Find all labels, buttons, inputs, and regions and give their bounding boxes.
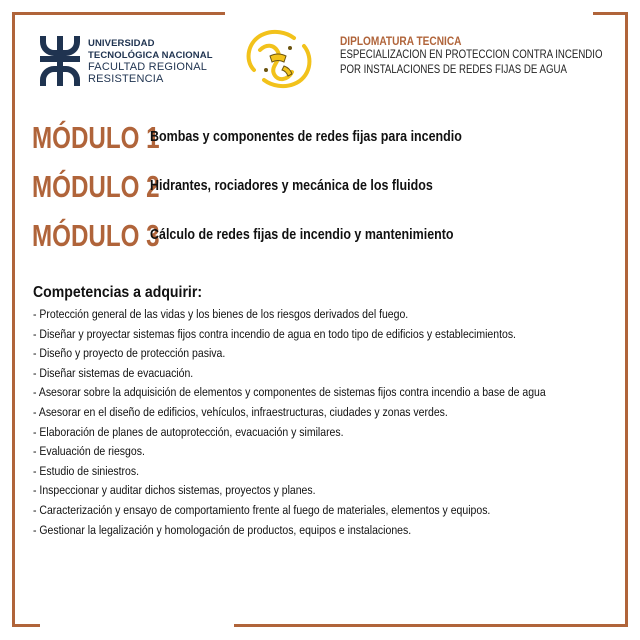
module-2 bbox=[32, 169, 433, 204]
frame-border-top-right bbox=[593, 12, 628, 15]
competencia-item: - Diseñar sistemas de evacuación. bbox=[33, 365, 194, 380]
utn-institution-name bbox=[88, 38, 213, 85]
utn-line-1: UNIVERSIDAD bbox=[88, 38, 155, 49]
firefighter-emblem-icon bbox=[240, 26, 318, 92]
frame-border-bottom-left bbox=[12, 624, 40, 627]
program-subtitle-line-2: POR INSTALACIONES DE REDES FIJAS DE AGUA bbox=[340, 64, 567, 76]
competencia-item: - Evaluación de riesgos. bbox=[33, 444, 145, 459]
module-1-label: MÓDULO 1 bbox=[32, 120, 160, 155]
utn-line-2: TECNOLÓGICA NACIONAL bbox=[88, 49, 213, 61]
module-2-description: Hidrantes, rociadores y mecánica de los fluidos bbox=[150, 178, 433, 194]
module-2-label: MÓDULO 2 bbox=[32, 169, 160, 204]
frame-border-bottom-right bbox=[234, 624, 628, 627]
utn-line-4: RESISTENCIA bbox=[88, 73, 164, 85]
competencia-item: - Inspeccionar y auditar dichos sistemas, proyectos y planes. bbox=[33, 483, 316, 498]
utn-logo-icon bbox=[40, 36, 80, 86]
program-title: DIPLOMATURA TECNICA bbox=[340, 36, 462, 48]
module-3 bbox=[32, 218, 454, 253]
competencia-item: - Protección general de las vidas y los bienes de los riesgos derivados del fuego. bbox=[33, 307, 409, 321]
frame-border-left bbox=[12, 12, 15, 627]
competencias-list bbox=[33, 305, 629, 540]
competencia-item: - Diseño y proyecto de protección pasiva. bbox=[33, 346, 226, 361]
frame-border-top-left bbox=[12, 12, 225, 15]
competencia-item: - Gestionar la legalización y homologación de productos, equipos e instalaciones. bbox=[33, 522, 412, 537]
utn-line-3: FACULTAD REGIONAL bbox=[88, 61, 208, 73]
competencias-title: Competencias a adquirir: bbox=[33, 284, 203, 301]
program-header bbox=[340, 36, 640, 78]
module-3-label: MÓDULO 3 bbox=[32, 218, 160, 253]
module-1 bbox=[32, 120, 462, 155]
competencia-item: - Asesorar en el diseño de edificios, vehículos, infraestructuras, ciudades y zonas verdes. bbox=[33, 404, 448, 419]
competencia-item: - Elaboración de planes de autoprotección, evacuación y similares. bbox=[33, 424, 344, 439]
module-1-description: Bombas y componentes de redes fijas para incendio bbox=[150, 129, 462, 145]
competencia-item: - Caracterización y ensayo de comportamiento frente al fuego de materiales, elementos y equipos. bbox=[33, 502, 491, 517]
competencia-item: - Diseñar y proyectar sistemas fijos contra incendio de agua en todo tipo de edificios y establecimientos. bbox=[33, 326, 516, 341]
module-3-description: Cálculo de redes fijas de incendio y mantenimiento bbox=[150, 227, 454, 243]
competencia-item: - Asesorar sobre la adquisición de elementos y componentes de sistemas fijos contra incendio a base de agua bbox=[33, 385, 546, 400]
program-subtitle-line-1: ESPECIALIZACION EN PROTECCION CONTRA INCENDIO bbox=[340, 49, 603, 61]
competencia-item: - Estudio de siniestros. bbox=[33, 463, 140, 478]
